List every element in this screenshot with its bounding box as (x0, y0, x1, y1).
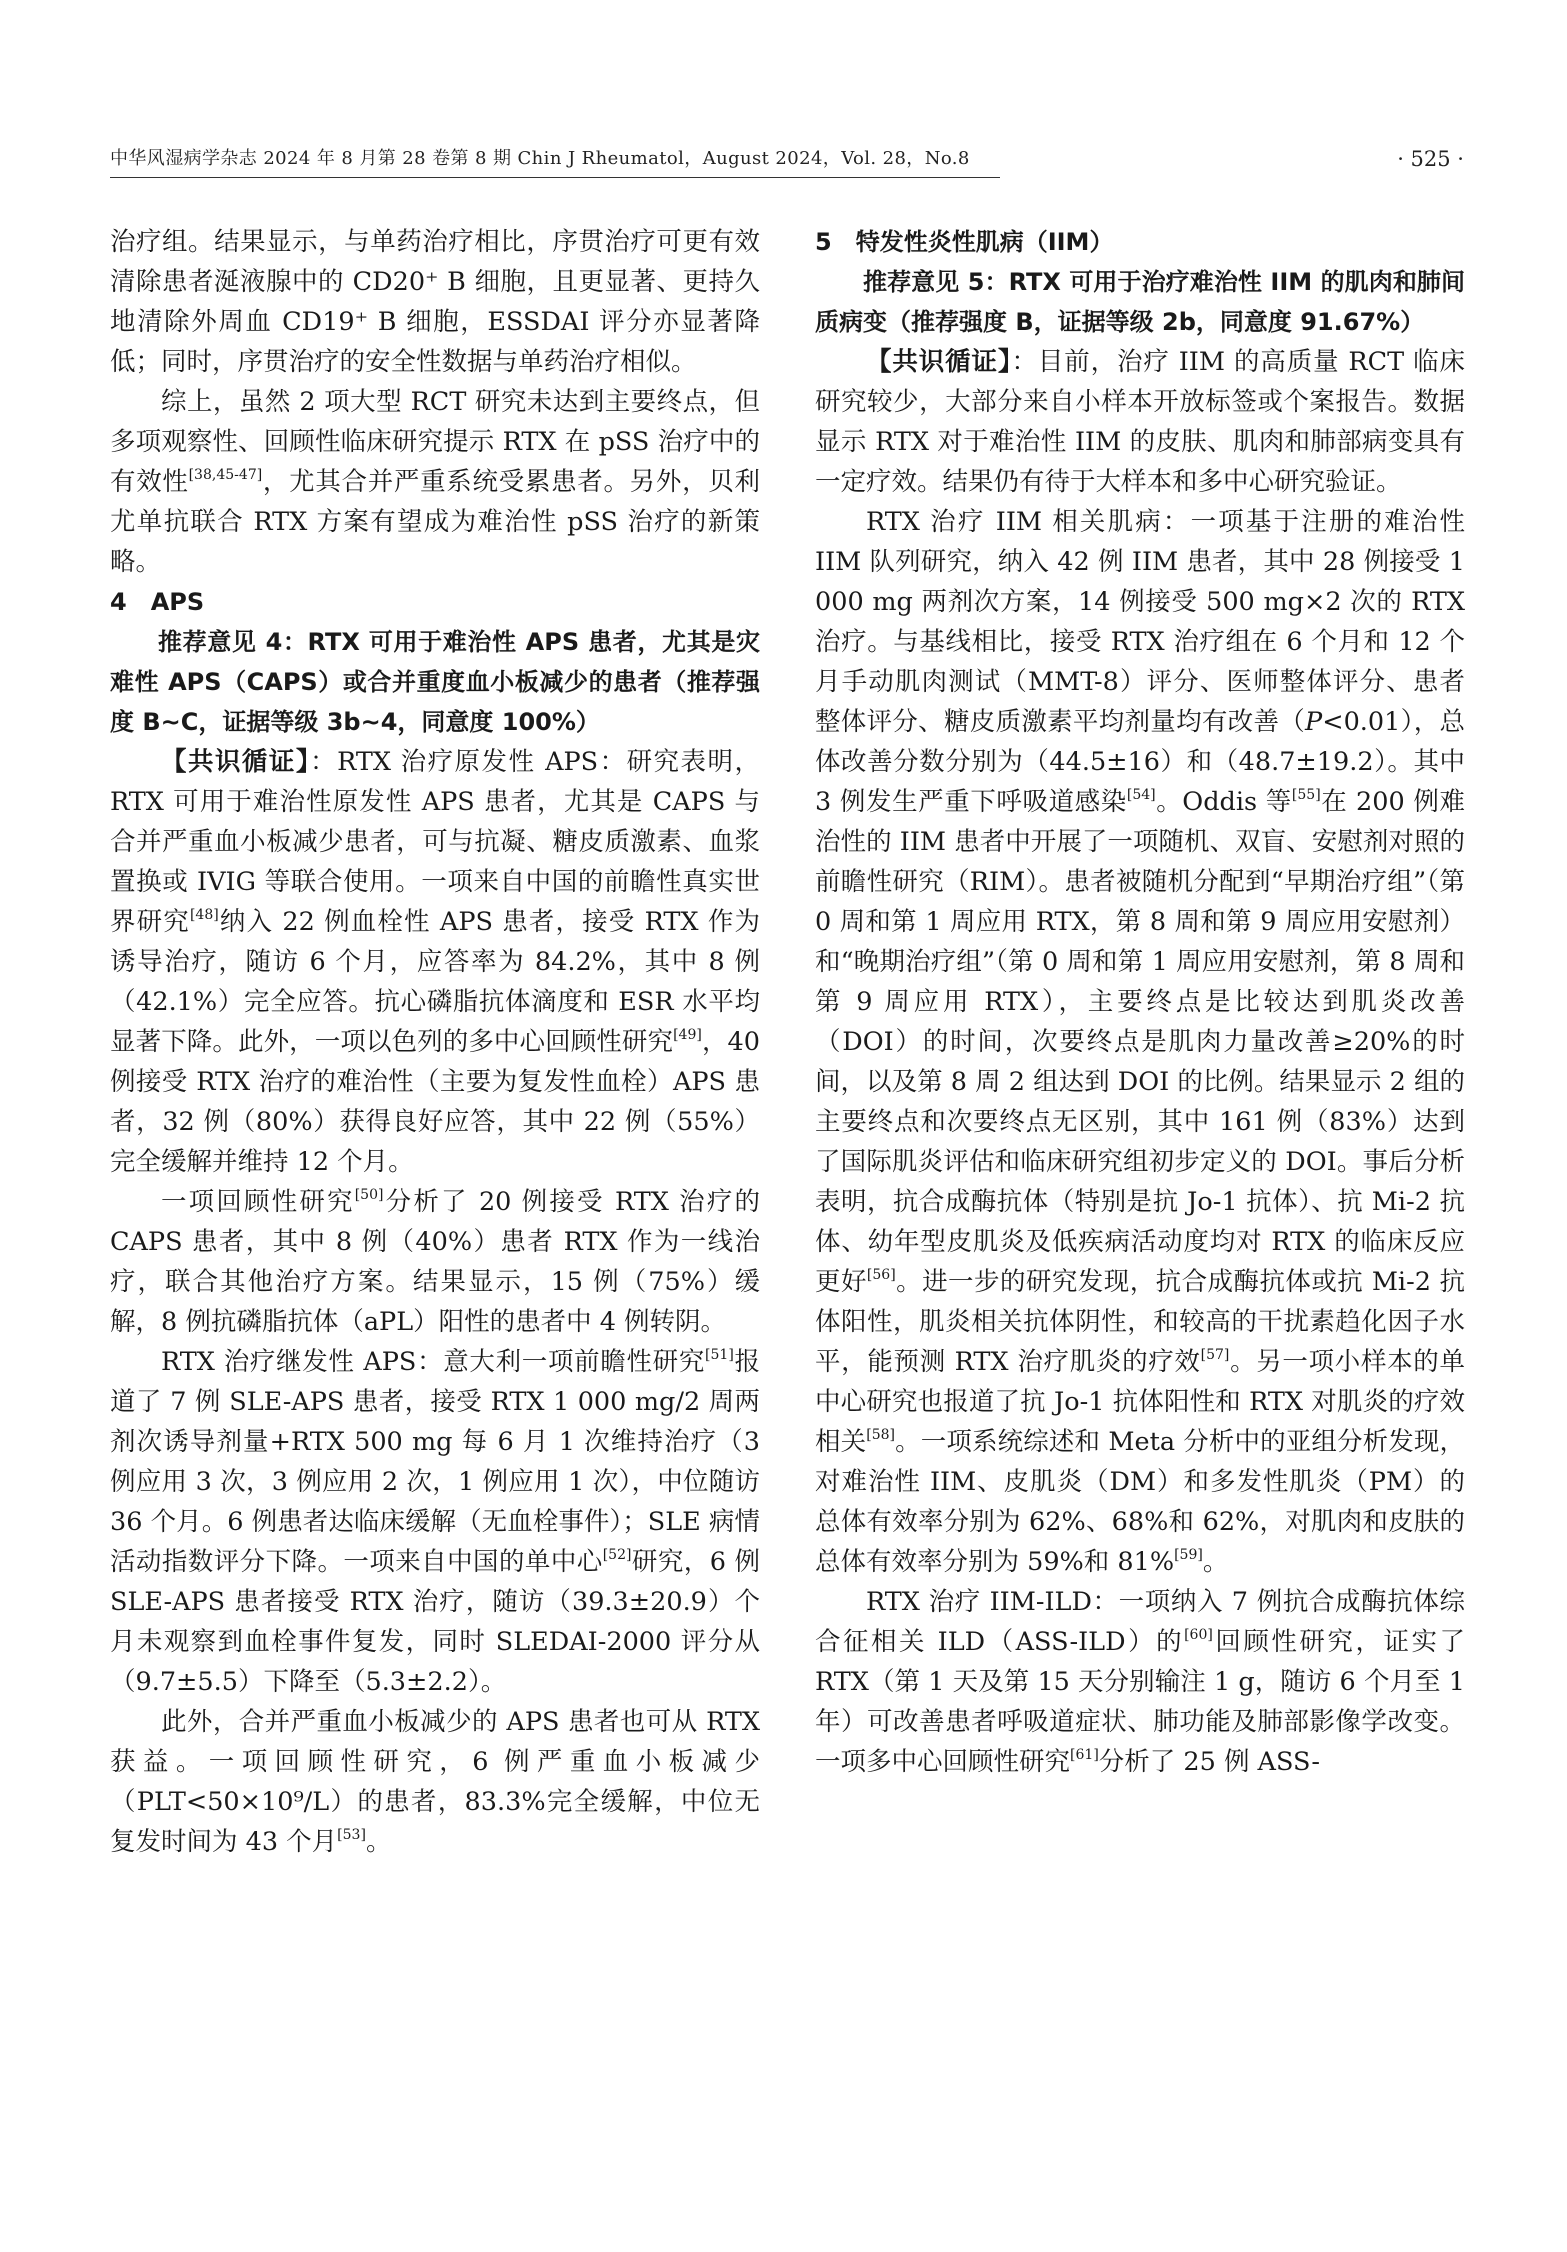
section-heading: 5 特发性炎性肌病（IIM） (815, 228, 1114, 256)
text-run: 纳入 22 例血栓性 APS 患者，接受 RTX 作为诱导治疗，随访 6 个月，应答率为 84.2%，其中 8 例（42.1%）完全应答。抗心磷脂抗体滴度和 ESR 水平均显著下降。此外，一项以色列的多中心回顾性研究 (110, 907, 760, 1057)
journal-citation: 中华风湿病学杂志 2024 年 8 月第 28 卷第 8 期 Chin J Rheumatol，August 2024，Vol. 28，No.8 (110, 148, 970, 169)
citation: [50] (354, 1186, 384, 1203)
consensus-label: 【共识循证】 (161, 747, 311, 777)
left-column (110, 222, 760, 1862)
text-run: 。一项系统综述和 Meta 分析中的亚组分析发现，对难治性 IIM、皮肌炎（DM）和多发性肌炎（PM）的总体有效率分别为 62%、68%和 62%，对肌肉和皮肤的总体有效率分别为 59%和 81% (815, 1427, 1465, 1577)
header-rule (110, 177, 1000, 178)
text-run: 一项回顾性研究 (161, 1187, 355, 1217)
citation: [59] (1174, 1546, 1203, 1563)
text-run: RTX 治疗 IIM 相关肌病：一项基于注册的难治性 IIM 队列研究，纳入 42 例 IIM 患者，其中 28 例接受 1 000 mg 两剂次方案，14 例接受 500 mg×2 次的 RTX 治疗。与基线相比，接受 RTX 治疗组在 6 个月和 12 个月手动肌肉测试（MMT-8）评分、医师整体评分、患者整体评分、糖皮质激素平均剂量均有改善（ (815, 507, 1465, 737)
text-run: RTX 治疗 IIM-ILD：一项纳入 7 例抗合成酶抗体综合征相关 ILD（ASS-ILD）的 (815, 1587, 1465, 1657)
text-run: ，40 例接受 RTX 治疗的难治性（主要为复发性血栓）APS 患者，32 例（80%）获得良好应答，其中 22 例（55%）完全缓解并维持 12 个月。 (110, 1027, 760, 1177)
consensus-label: 【共识循证】 (866, 347, 1012, 377)
paragraph (815, 502, 1465, 1582)
citation: [56] (866, 1266, 896, 1283)
citation: [54] (1126, 786, 1156, 803)
recommendation: 推荐意见 5：RTX 可用于治疗难治性 IIM 的肌肉和肺间质病变（推荐强度 B，证据等级 2b，同意度 91.67%） (815, 268, 1465, 336)
text-run: 回顾性研究，证实了 RTX（第 1 天及第 15 天分别输注 1 g，随访 6 个月至 1 年）可改善患者呼吸道症状、肺功能及肺部影像学改变。一项多中心回顾性研究 (815, 1627, 1465, 1777)
citation: [51] (705, 1346, 734, 1363)
citation: [49] (673, 1026, 702, 1043)
running-header (110, 148, 1464, 178)
text-run: 综上，虽然 2 项大型 RCT 研究未达到主要终点，但多项观察性、回顾性临床研究提示 RTX 在 pSS 治疗中的有效性 (110, 387, 760, 497)
text-run: <0.01），总体改善分数分别为（44.5±16）和（48.7±19.2）。其中 3 例发生严重下呼吸道感染 (815, 707, 1465, 817)
paragraph (110, 382, 760, 582)
text-run: RTX 治疗继发性 APS：意大利一项前瞻性研究 (161, 1347, 706, 1377)
citation: [52] (602, 1546, 632, 1563)
paragraph (815, 1582, 1465, 1782)
text-run: 。Oddis 等 (1155, 787, 1292, 817)
citation: [38,45-47] (188, 466, 263, 483)
text-run: 报道了 7 例 SLE-APS 患者，接受 RTX 1 000 mg/2 周两剂次诱导剂量+RTX 500 mg 每 6 月 1 次维持治疗（3 例应用 3 次，3 例应用 2 次，1 例应用 1 次），中位随访 36 个月。6 例患者达临床缓解（无血栓事件）；SLE 病情活动指数评分下降。一项来自中国的单中心 (110, 1347, 760, 1577)
text-run: ：RTX 治疗原发性 APS：研究表明，RTX 可用于难治性原发性 APS 患者，尤其是 CAPS 与合并严重血小板减少患者，可与抗凝、糖皮质激素、血浆置换或 IVIG 等联合使用。一项来自中国的前瞻性真实世界研究 (110, 747, 760, 937)
citation: [48] (189, 906, 219, 923)
recommendation: 推荐意见 4：RTX 可用于难治性 APS 患者，尤其是灾难性 APS（CAPS）或合并重度血小板减少的患者（推荐强度 B~C，证据等级 3b~4，同意度 100%） (110, 628, 760, 736)
text-run: 在 200 例难治性的 IIM 患者中开展了一项随机、双盲、安慰剂对照的前瞻性研究（RIM）。患者被随机分配到“早期治疗组”（第 0 周和第 1 周应用 RTX，第 8 周和第 9 周应用安慰剂）和“晚期治疗组”（第 0 周和第 1 周应用安慰剂，第 8 周和第 9 周应用 RTX），主要终点是比较达到肌炎改善（DOI）的时间，次要终点是肌肉力量改善≥20%的时间，以及第 8 周 2 组达到 DOI 的比例。结果显示 2 组的主要终点和次要终点无区别，其中 161 例（83%）达到了国际肌炎评估和临床研究组初步定义的 DOI。事后分析表明，抗合成酶抗体（特别是抗 Jo-1 抗体）、抗 Mi-2 抗体、幼年型皮肌炎及低疾病活动度均对 RTX 的临床反应更好 (815, 787, 1465, 1297)
paragraph (110, 742, 760, 1182)
page-number: · 525 · (1397, 147, 1464, 171)
paragraph: 治疗组。结果显示，与单药治疗相比，序贯治疗可更有效清除患者涎液腺中的 CD20⁺ B 细胞，且更显著、更持久地清除外周血 CD19⁺ B 细胞，ESSDAI 评分亦显著降低；同时，序贯治疗的安全性数据与单药治疗相似。 (110, 227, 760, 377)
text-run: 。 (1202, 1547, 1229, 1577)
text-run: ，尤其合并严重系统受累患者。另外，贝利尤单抗联合 RTX 方案有望成为难治性 pSS 治疗的新策略。 (110, 467, 760, 577)
citation: [60] (1184, 1626, 1213, 1643)
text-run: ：目前，治疗 IIM 的高质量 RCT 临床研究较少，大部分来自小样本开放标签或个案报告。数据显示 RTX 对于难治性 IIM 的皮肤、肌肉和肺部病变具有一定疗效。结果仍有待于大样本和多中心研究验证。 (815, 347, 1465, 497)
paragraph (110, 1182, 760, 1342)
text-run: 。 (365, 1827, 392, 1857)
citation: [57] (1200, 1346, 1230, 1363)
citation: [58] (866, 1426, 896, 1443)
right-column (815, 222, 1465, 1782)
text-run: 。进一步的研究发现，抗合成酶抗体或抗 Mi-2 抗体阳性，肌炎相关抗体阴性，和较高的干扰素趋化因子水平，能预测 RTX 治疗肌炎的疗效 (815, 1267, 1465, 1377)
citation: [61] (1070, 1746, 1099, 1763)
citation: [53] (337, 1826, 366, 1843)
text-run: 分析了 25 例 ASS- (1098, 1747, 1321, 1777)
paragraph (110, 1342, 760, 1702)
paragraph (110, 1702, 760, 1862)
text-run: 分析了 20 例接受 RTX 治疗的 CAPS 患者，其中 8 例（40%）患者 RTX 作为一线治疗，联合其他治疗方案。结果显示，15 例（75%）缓解，8 例抗磷脂抗体（aPL）阳性的患者中 4 例转阴。 (110, 1187, 760, 1337)
italic-p: P (1305, 707, 1323, 737)
section-heading: 4 APS (110, 588, 205, 616)
text-run: 研究，6 例 SLE-APS 患者接受 RTX 治疗，随访（39.3±20.9）个月未观察到血栓事件复发，同时 SLEDAI-2000 评分从（9.7±5.5）下降至（5.3±2.2）。 (110, 1547, 760, 1697)
text-run: 此外，合并严重血小板减少的 APS 患者也可从 RTX 获益。一项回顾性研究，6 例严重血小板减少（PLT<50×10⁹/L）的患者，83.3%完全缓解，中位无复发时间为 43 个月 (110, 1707, 760, 1857)
citation: [55] (1291, 786, 1321, 803)
text-run: 。另一项小样本的单中心研究也报道了抗 Jo-1 抗体阳性和 RTX 对肌炎的疗效相关 (815, 1347, 1465, 1457)
paragraph (815, 342, 1465, 502)
